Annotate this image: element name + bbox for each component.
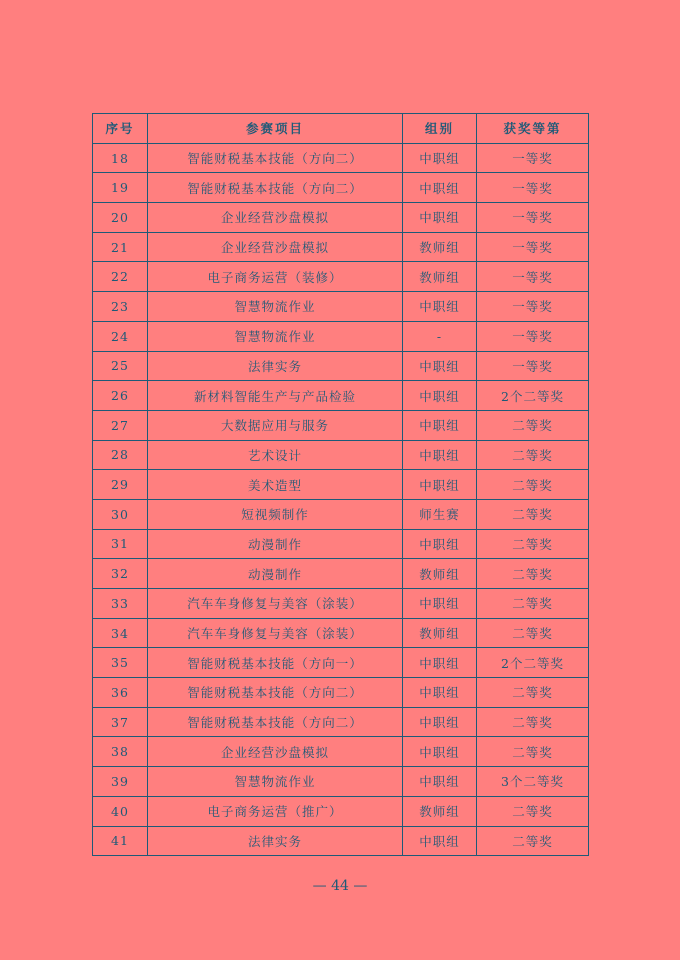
cell-serial: 34 — [93, 618, 148, 648]
cell-award: 一等奖 — [477, 321, 589, 351]
cell-group: 中职组 — [403, 648, 477, 678]
cell-award: 二等奖 — [477, 737, 589, 767]
table-row — [93, 262, 589, 292]
page-number: — 44 — — [312, 878, 368, 894]
cell-project: 法律实务 — [148, 826, 403, 856]
table-row — [93, 648, 589, 678]
cell-group: 中职组 — [403, 529, 477, 559]
cell-project: 智能财税基本技能（方向二） — [148, 678, 403, 708]
cell-group: 教师组 — [403, 618, 477, 648]
cell-group: 中职组 — [403, 767, 477, 797]
cell-award: 一等奖 — [477, 262, 589, 292]
cell-award: 二等奖 — [477, 826, 589, 856]
cell-group: 中职组 — [403, 470, 477, 500]
cell-serial: 29 — [93, 470, 148, 500]
table-row — [93, 559, 589, 589]
cell-group: 中职组 — [403, 143, 477, 173]
cell-group: 中职组 — [403, 410, 477, 440]
cell-serial: 26 — [93, 381, 148, 411]
cell-serial: 38 — [93, 737, 148, 767]
cell-group: 中职组 — [403, 381, 477, 411]
cell-serial: 18 — [93, 143, 148, 173]
cell-group: 师生赛 — [403, 499, 477, 529]
table-body — [93, 143, 589, 856]
cell-serial: 25 — [93, 351, 148, 381]
cell-serial: 37 — [93, 707, 148, 737]
cell-project: 动漫制作 — [148, 529, 403, 559]
cell-project: 智慧物流作业 — [148, 292, 403, 322]
table-row — [93, 529, 589, 559]
header-project: 参赛项目 — [148, 114, 403, 144]
cell-award: 二等奖 — [477, 796, 589, 826]
cell-project: 智能财税基本技能（方向二） — [148, 707, 403, 737]
table-row — [93, 381, 589, 411]
cell-serial: 40 — [93, 796, 148, 826]
cell-group: 教师组 — [403, 262, 477, 292]
cell-serial: 23 — [93, 292, 148, 322]
cell-award: 2个二等奖 — [477, 648, 589, 678]
cell-serial: 19 — [93, 173, 148, 203]
header-row — [93, 114, 589, 144]
cell-award: 一等奖 — [477, 173, 589, 203]
cell-group: - — [403, 321, 477, 351]
cell-project: 企业经营沙盘模拟 — [148, 737, 403, 767]
table-row — [93, 351, 589, 381]
table-row — [93, 321, 589, 351]
cell-project: 企业经营沙盘模拟 — [148, 203, 403, 233]
cell-serial: 31 — [93, 529, 148, 559]
cell-award: 二等奖 — [477, 529, 589, 559]
cell-award: 二等奖 — [477, 589, 589, 619]
table-row — [93, 232, 589, 262]
cell-project: 美术造型 — [148, 470, 403, 500]
cell-award: 一等奖 — [477, 351, 589, 381]
table-row — [93, 767, 589, 797]
cell-award: 二等奖 — [477, 410, 589, 440]
cell-serial: 28 — [93, 440, 148, 470]
table-row — [93, 470, 589, 500]
cell-group: 中职组 — [403, 678, 477, 708]
cell-group: 中职组 — [403, 589, 477, 619]
cell-award: 二等奖 — [477, 678, 589, 708]
table-row — [93, 707, 589, 737]
cell-serial: 21 — [93, 232, 148, 262]
cell-award: 二等奖 — [477, 618, 589, 648]
table-row — [93, 173, 589, 203]
cell-group: 中职组 — [403, 707, 477, 737]
cell-group: 中职组 — [403, 173, 477, 203]
header-group: 组别 — [403, 114, 477, 144]
table-row — [93, 440, 589, 470]
table-row — [93, 589, 589, 619]
cell-project: 智能财税基本技能（方向二） — [148, 173, 403, 203]
cell-project: 艺术设计 — [148, 440, 403, 470]
table-row — [93, 143, 589, 173]
cell-group: 中职组 — [403, 203, 477, 233]
cell-serial: 36 — [93, 678, 148, 708]
cell-project: 电子商务运营（装修） — [148, 262, 403, 292]
cell-serial: 24 — [93, 321, 148, 351]
cell-award: 二等奖 — [477, 440, 589, 470]
cell-group: 教师组 — [403, 232, 477, 262]
table-row — [93, 826, 589, 856]
cell-group: 教师组 — [403, 796, 477, 826]
table-row — [93, 410, 589, 440]
cell-award: 3个二等奖 — [477, 767, 589, 797]
cell-award: 二等奖 — [477, 499, 589, 529]
cell-serial: 41 — [93, 826, 148, 856]
cell-serial: 30 — [93, 499, 148, 529]
cell-serial: 27 — [93, 410, 148, 440]
cell-project: 智能财税基本技能（方向二） — [148, 143, 403, 173]
awards-table — [92, 113, 589, 856]
cell-award: 一等奖 — [477, 203, 589, 233]
cell-serial: 22 — [93, 262, 148, 292]
cell-award: 二等奖 — [477, 707, 589, 737]
cell-award: 二等奖 — [477, 470, 589, 500]
table-row — [93, 292, 589, 322]
table-row — [93, 203, 589, 233]
cell-serial: 20 — [93, 203, 148, 233]
cell-project: 汽车车身修复与美容（涂装） — [148, 618, 403, 648]
table-header — [93, 114, 589, 144]
cell-award: 一等奖 — [477, 292, 589, 322]
cell-project: 智慧物流作业 — [148, 767, 403, 797]
header-serial: 序号 — [93, 114, 148, 144]
cell-award: 一等奖 — [477, 232, 589, 262]
cell-award: 2个二等奖 — [477, 381, 589, 411]
cell-project: 汽车车身修复与美容（涂装） — [148, 589, 403, 619]
cell-award: 二等奖 — [477, 559, 589, 589]
cell-group: 中职组 — [403, 292, 477, 322]
cell-group: 中职组 — [403, 737, 477, 767]
table-row — [93, 618, 589, 648]
cell-project: 智能财税基本技能（方向一） — [148, 648, 403, 678]
table-row — [93, 499, 589, 529]
cell-group: 中职组 — [403, 351, 477, 381]
cell-award: 一等奖 — [477, 143, 589, 173]
cell-project: 企业经营沙盘模拟 — [148, 232, 403, 262]
table-row — [93, 678, 589, 708]
cell-group: 中职组 — [403, 440, 477, 470]
cell-group: 教师组 — [403, 559, 477, 589]
cell-project: 动漫制作 — [148, 559, 403, 589]
header-award: 获奖等第 — [477, 114, 589, 144]
cell-serial: 32 — [93, 559, 148, 589]
cell-group: 中职组 — [403, 826, 477, 856]
cell-serial: 33 — [93, 589, 148, 619]
cell-serial: 39 — [93, 767, 148, 797]
cell-project: 短视频制作 — [148, 499, 403, 529]
table-row — [93, 796, 589, 826]
cell-serial: 35 — [93, 648, 148, 678]
cell-project: 新材料智能生产与产品检验 — [148, 381, 403, 411]
cell-project: 法律实务 — [148, 351, 403, 381]
cell-project: 电子商务运营（推广） — [148, 796, 403, 826]
table-row — [93, 737, 589, 767]
cell-project: 智慧物流作业 — [148, 321, 403, 351]
cell-project: 大数据应用与服务 — [148, 410, 403, 440]
